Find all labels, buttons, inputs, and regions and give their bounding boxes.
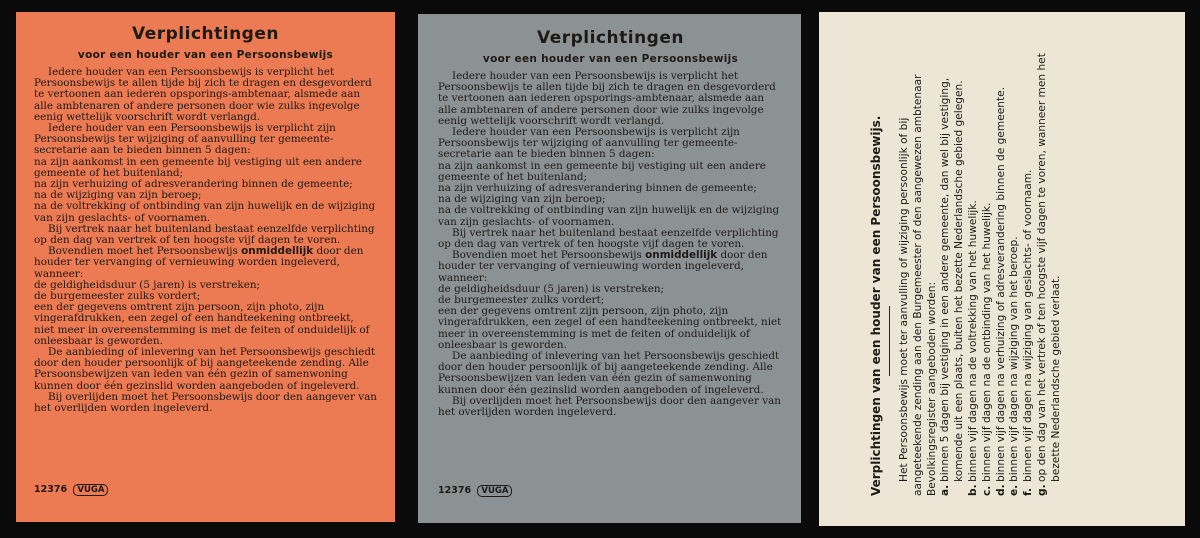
vuga-logo: VUGA	[73, 484, 108, 496]
list-item: na zijn aankomst in een gemeente bij vestiging uit een andere gemeente of het buitenland;	[34, 155, 362, 179]
paragraph: Bij overlijden moet het Persoonsbewijs door den aangever van het overlijden worden ingeleverd.	[438, 394, 781, 419]
bovendien-post: door den houder ter vervanging of vernieuwing worden ingeleverd, wanneer:	[34, 245, 364, 280]
list-item: na de wijziging van zijn beroep;	[438, 193, 606, 206]
list-item	[981, 44, 995, 496]
condition-item: de geldigheidsduur (5 jaren) is verstreken;	[438, 282, 665, 295]
item-letter: b.	[966, 484, 979, 496]
list-item	[1022, 44, 1036, 496]
item-text: binnen vijf dagen na wijziging van het beroep.	[1008, 236, 1021, 482]
card-footer	[438, 485, 512, 497]
bovendien-bold: onmiddellijk	[241, 245, 314, 258]
paragraph: Iedere houder van een Persoonsbewijs is verplicht het Persoonsbewijs te allen tijde bij zich te dragen en desgevorderd te vertoonen aan iederen opsporings-ambtenaar, alsmede aan alle ambtenaren of andere personen door wie zulks ingevolge eenig wettelijk voorschrift wordt verlangd.	[438, 70, 776, 127]
paragraph	[34, 246, 377, 280]
paragraph: De aanbieding of inlevering van het Persoonsbewijs geschiedt door den houder persoonlijk of bij aangeteekende zending. Alle Persoonsbewijzen van leden van één gezin of samenwoning kunnen door één gezinslid worden aangeboden of ingeleverd.	[34, 346, 376, 392]
card-title: Verplichtingen	[131, 24, 279, 44]
item-text: binnen 5 dagen bij vestiging in een andere gemeente, dan wel bij vestiging, komende uit een plaats, buiten het bezette Nederlandsche gebied gelegen.	[939, 77, 966, 482]
list-item	[967, 44, 981, 496]
card-subtitle: voor een houder van een Persoonsbewijs	[482, 53, 739, 65]
list-item: na zijn aankomst in een gemeente bij vestiging uit een andere gemeente of het buitenland;	[438, 159, 766, 183]
item-text: binnen vijf dagen na de voltrekking van het huwelijk.	[966, 200, 979, 482]
list-item: na de voltrekking of ontbinding van zijn huwelijk en de wijziging van zijn geslachts- of voornamen.	[438, 204, 780, 228]
list-item: na zijn verhuizing of adresverandering binnen de gemeente;	[438, 182, 757, 195]
item-text: binnen vijf dagen na wijziging van geslachts- of voornaam.	[1022, 169, 1035, 482]
item-text: binnen vijf dagen na verhuizing of adresverandering binnen de gemeente.	[994, 86, 1007, 482]
item-letter: a.	[939, 484, 952, 496]
paragraph: Iedere houder van een Persoonsbewijs is verplicht zijn Persoonsbewijs ter wijziging of aanvulling ter gemeente-secretarie aan te bieden binnen 5 dagen:	[34, 122, 336, 157]
form-number: 12376	[34, 484, 68, 495]
list-item: na de voltrekking of ontbinding van zijn huwelijk en de wijziging van zijn geslachts- of voornamen.	[34, 200, 376, 224]
paragraph: Bij vertrek naar het buitenland bestaat eenzelfde verplichting op den dag van vertrek of ten hoogste vijf dagen te voren.	[438, 226, 779, 251]
list-item	[995, 44, 1009, 496]
vuga-logo: VUGA	[477, 485, 512, 497]
divider	[889, 306, 890, 376]
card-subtitle: voor een houder van een Persoonsbewijs	[77, 49, 334, 61]
list-item: na zijn verhuizing of adresverandering binnen de gemeente;	[34, 178, 353, 191]
paragraph: De aanbieding of inlevering van het Persoonsbewijs geschiedt door den houder persoonlijk of bij aangeteekende zending. Alle Persoonsbewijzen van leden van één gezin of samenwoning kunnen door één gezinslid worden aangeboden of ingeleverd.	[438, 350, 780, 396]
card-body	[438, 71, 783, 418]
orange-card	[16, 12, 395, 522]
card-footer	[34, 484, 108, 496]
paragraph: Bij vertrek naar het buitenland bestaat eenzelfde verplichting op den dag van vertrek of ten hoogste vijf dagen te voren.	[34, 222, 375, 247]
condition-item: de burgemeester zulks vordert;	[438, 294, 605, 307]
paragraph: Bij overlijden moet het Persoonsbewijs door den aangever van het overlijden worden ingeleverd.	[34, 390, 377, 415]
paragraph: Iedere houder van een Persoonsbewijs is verplicht het Persoonsbewijs te allen tijde bij zich te dragen en desgevorderd te vertoonen aan iederen opsporings-ambtenaar, alsmede aan alle ambtenaren of andere personen door wie zulks ingevolge eenig wettelijk voorschrift wordt verlangd.	[34, 66, 372, 123]
item-letter: d.	[994, 484, 1007, 496]
bovendien-pre: Bovendien moet het Persoonsbewijs	[452, 249, 642, 262]
paragraph: Iedere houder van een Persoonsbewijs is verplicht zijn Persoonsbewijs ter wijziging of aanvulling ter gemeente-secretarie aan te bieden binnen 5 dagen:	[438, 126, 740, 161]
item-letter: e.	[1008, 484, 1021, 496]
rotated-content	[819, 12, 1185, 526]
bovendien-bold: onmiddellijk	[645, 249, 718, 262]
list-item: na de wijziging van zijn beroep;	[34, 189, 202, 202]
card-body	[898, 44, 1064, 496]
bovendien-pre: Bovendien moet het Persoonsbewijs	[48, 245, 238, 258]
item-letter: g.	[1035, 484, 1048, 496]
item-text: binnen vijf dagen na de ontbinding van het huwelijk.	[980, 202, 993, 482]
paragraph: Het Persoonsbewijs moet ter aanvulling of wijziging persoonlijk of bij aangeteekende zending aan den Burgemeester of den aangewezen ambtenaar Bevolkingsregister aangeboden worden:	[898, 74, 938, 496]
condition-item: een der gegevens omtrent zijn persoon, zijn photo, zijn vingerafdrukken, een zegel of een handteekening ontbreekt, niet meer in overeenstemming is met de feiten of onduidelijk of onleesbaar is geworden.	[438, 305, 782, 351]
cream-card	[819, 12, 1185, 526]
list-item	[939, 44, 967, 496]
card-title: Verplichtingen van een houder van een Persoonsbewijs.	[869, 115, 883, 496]
condition-item: de burgemeester zulks vordert;	[34, 290, 201, 303]
item-letter: c.	[980, 485, 993, 496]
form-number: 12376	[438, 485, 472, 496]
card-title: Verplichtingen	[536, 28, 684, 48]
bovendien-post: door den houder ter vervanging of vernieuwing worden ingeleverd, wanneer:	[438, 249, 768, 284]
condition-item: de geldigheidsduur (5 jaren) is verstreken;	[34, 278, 261, 291]
grey-card	[418, 14, 801, 523]
card-body	[34, 67, 377, 414]
list-item	[1036, 44, 1064, 496]
item-letter: f.	[1022, 487, 1035, 496]
list-item	[1008, 44, 1022, 496]
condition-item: een der gegevens omtrent zijn persoon, zijn photo, zijn vingerafdrukken, een zegel of een handteekening ontbreekt, niet meer in overeenstemming is met de feiten of onduidelijk of onleesbaar is geworden.	[34, 301, 370, 347]
paragraph	[438, 250, 783, 284]
item-text: op den dag van het vertrek of ten hoogste vijf dagen te voren, wanneer men het bezette Nederlandsche gebied verlaat.	[1035, 53, 1062, 482]
